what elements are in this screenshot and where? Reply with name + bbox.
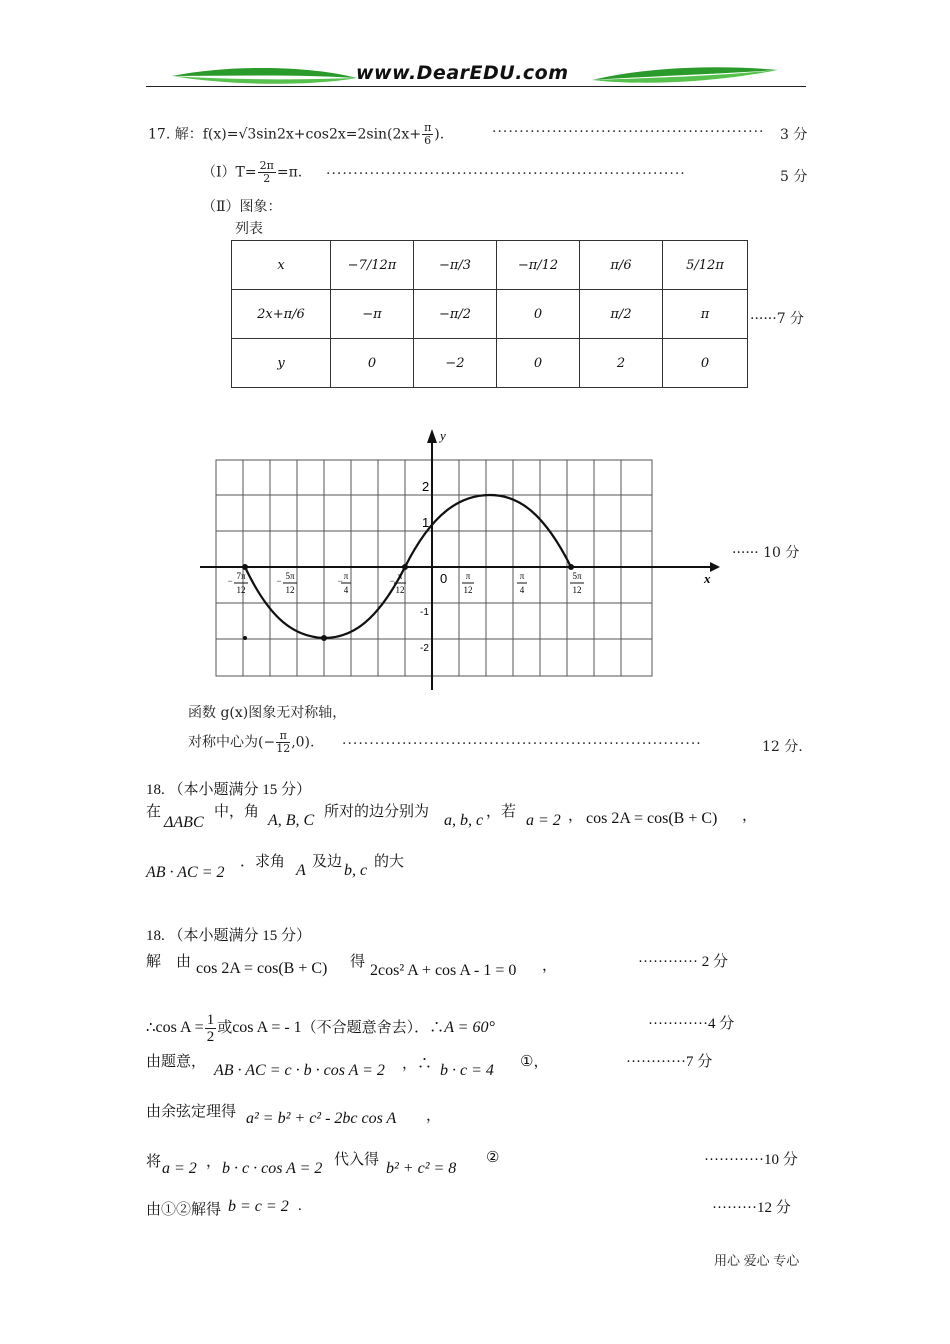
s18-l6-res: b = c = 2	[228, 1198, 289, 1215]
table-row	[232, 339, 748, 388]
center-frac	[276, 730, 290, 755]
table-cell: −π/3	[414, 241, 497, 290]
p17-part2: （Ⅱ）图象：	[202, 199, 282, 215]
frac-num: 2π	[259, 159, 274, 172]
s18-l3-a: 由题意，	[146, 1054, 207, 1070]
tick-num: π	[343, 571, 349, 581]
tick-num: 5π	[572, 571, 582, 581]
p17-head	[148, 122, 444, 147]
point	[321, 635, 327, 641]
no-symmetry-axis: 函数 g(x)图象无对称轴，	[188, 705, 347, 721]
sine-graph	[200, 425, 730, 695]
table-cell: π	[663, 290, 748, 339]
cos-A-neg: cos A = - 1	[232, 1018, 302, 1036]
table-cell: 0	[663, 339, 748, 388]
part1-end: =π.	[276, 164, 303, 181]
x-ticks	[227, 571, 584, 595]
q18-angle-A: A	[296, 862, 306, 879]
score-5: 5 分	[780, 169, 808, 185]
table-cell: π/2	[580, 290, 663, 339]
frac-den: 6	[424, 134, 432, 147]
frac-den: 2	[206, 1029, 215, 1045]
frac-num: π	[424, 121, 432, 134]
table-cell: 0	[497, 339, 580, 388]
half-frac	[205, 1012, 217, 1045]
tick-sign: −	[227, 576, 233, 586]
tick-den: 4	[343, 585, 349, 595]
part1-text: （Ⅰ）T=	[202, 164, 257, 181]
table-cell: 2x+π/6	[232, 290, 331, 339]
score-10: ······ 10 分	[732, 545, 800, 561]
s18-l6-a: 由①②解得	[146, 1202, 222, 1218]
s18-l1-a: 解 由	[146, 954, 192, 970]
s18-l4-a: 由余弦定理得	[146, 1104, 237, 1120]
q18-sides-bc: b, c	[344, 862, 368, 879]
x-tick-label	[227, 571, 248, 595]
tick-den: 12	[395, 585, 405, 595]
table-cell: π/6	[580, 241, 663, 290]
q18-dot-product: AB · AC = 2	[146, 864, 225, 881]
s18-l5-b: ，	[206, 1154, 222, 1170]
s18-title: 18. （本小题满分 15 分）	[146, 928, 312, 944]
y-tick-label: 2	[422, 479, 430, 494]
x-tick-label	[276, 571, 297, 595]
table-cell: −π	[331, 290, 414, 339]
tick-den: 12	[572, 585, 582, 595]
table-cell: −π/2	[414, 290, 497, 339]
p17-head-frac	[422, 122, 433, 147]
A-result: A = 60°	[444, 1018, 495, 1036]
point	[568, 564, 574, 570]
q18-line2-a: ．求角	[240, 854, 286, 870]
tick-den: 12	[236, 585, 246, 595]
q18-line1-d: ，若	[486, 804, 517, 820]
score-3: 3 分	[780, 127, 808, 143]
q18-a-eq: a = 2	[526, 812, 561, 829]
s18-l4-eq: a² = b² + c² - 2bc cos A	[246, 1110, 397, 1127]
list-label: 列表	[235, 221, 263, 237]
tick-den: 12	[463, 585, 473, 595]
table-row	[232, 241, 748, 290]
s18-l5-eq2: b · c · cos A = 2	[222, 1160, 323, 1177]
s18-l1-c: ，	[542, 958, 558, 974]
score-10b: ············10 分	[704, 1152, 798, 1168]
s18-l5-d: ②	[486, 1150, 500, 1166]
p17-head-text: 17. 解：f(x)=√3sin2x+cos2x=2sin(2x+	[148, 126, 422, 143]
frac-num: π	[276, 730, 290, 743]
part1-frac	[258, 160, 276, 185]
center-end: ,0).	[291, 734, 315, 751]
q18-line2-c: 的大	[374, 854, 405, 870]
frac-den: 12	[276, 742, 291, 755]
x-tick-label	[462, 571, 474, 595]
s18-l5-c: 代入得	[334, 1152, 380, 1168]
q18-line1-a: 在	[146, 804, 162, 820]
tick-num: π	[397, 571, 403, 581]
footer-slogan: 用心 爱心 专心	[714, 1253, 800, 1268]
q18-sides: a, b, c	[444, 812, 484, 829]
tick-num: π	[465, 571, 471, 581]
p17-head-end: ).	[434, 126, 445, 143]
x-tick-label	[570, 571, 584, 595]
tick-sign: −	[337, 576, 343, 586]
score-12: 12 分.	[762, 739, 803, 755]
q18-triangle: ΔABC	[164, 814, 204, 831]
cos-A: cos A =	[155, 1018, 204, 1036]
s18-l3-res: b · c = 4	[440, 1062, 494, 1079]
x-tick-label	[337, 571, 351, 595]
y-axis-label: y	[440, 428, 446, 443]
origin-label: 0	[440, 571, 448, 586]
point	[243, 636, 247, 640]
tick-num: π	[519, 571, 525, 581]
table-cell: −2	[414, 339, 497, 388]
site-url: www.DearEDU.com	[356, 62, 569, 84]
s18-l4-b: ，	[426, 1108, 442, 1124]
tick-sign: −	[276, 576, 282, 586]
s18-l5-eq1: a = 2	[162, 1160, 197, 1177]
p17-part1	[202, 160, 302, 185]
tick-den: 4	[519, 585, 525, 595]
s18-l5-res: b² + c² = 8	[386, 1160, 457, 1177]
x-axis-label: x	[704, 571, 711, 586]
therefore: ∴	[146, 1019, 156, 1036]
score-4: ············4 分	[648, 1016, 735, 1032]
s18-l3-c: ①，	[520, 1054, 549, 1070]
q18-line2-b: 及边	[312, 854, 343, 870]
point	[402, 564, 408, 570]
or: 或	[217, 1019, 233, 1036]
tick-sign: −	[389, 576, 395, 586]
q18-line1-b: 中，角	[214, 804, 260, 820]
table-cell: 5/12π	[663, 241, 748, 290]
table-cell: x	[232, 241, 331, 290]
x-tick-label	[517, 571, 527, 595]
x-axis-arrow	[710, 562, 720, 572]
score-7: ······7 分	[750, 311, 805, 327]
table-cell: −π/12	[497, 241, 580, 290]
discard-note: （不合题意舍去）．∴	[301, 1019, 445, 1036]
score-2: ············ 2 分	[638, 954, 728, 970]
q18-title: 18. （本小题满分 15 分）	[146, 782, 312, 798]
table-cell: 2	[580, 339, 663, 388]
s18-l1-res: 2cos² A + cos A - 1 = 0	[370, 962, 517, 979]
value-table	[231, 240, 748, 388]
table-cell: −7/12π	[331, 241, 414, 290]
s18-l2	[146, 1012, 495, 1045]
tick-num: 5π	[285, 571, 295, 581]
dot-leader: ··················································	[492, 124, 765, 140]
table-row	[232, 290, 748, 339]
q18-line1-f: ，	[742, 808, 758, 824]
q18-angles: A, B, C	[268, 812, 315, 829]
s18-l5-a: 将	[146, 1154, 162, 1170]
dot-leader: ··································································	[326, 166, 686, 182]
s18-l3-eq: AB · AC = c · b · cos A = 2	[214, 1062, 385, 1079]
table-cell: y	[232, 339, 331, 388]
q18-line1-c: 所对的边分别为	[324, 804, 430, 820]
y-tick-label: -2	[420, 643, 429, 654]
tick-den: 12	[285, 585, 295, 595]
score-7b: ············7 分	[626, 1054, 713, 1070]
y-axis-arrow	[427, 429, 437, 443]
center-text: 对称中心为(−	[188, 734, 276, 751]
q18-line1-e: ，	[568, 808, 584, 824]
y-tick-label: 1	[422, 515, 430, 530]
dot-leader: ··································································	[342, 736, 702, 752]
table-cell: 0	[331, 339, 414, 388]
s18-l6-b: .	[298, 1198, 302, 1214]
table-cell: 0	[497, 290, 580, 339]
point	[242, 564, 248, 570]
symmetry-center	[188, 730, 314, 755]
score-12b: ·········12 分	[712, 1200, 791, 1216]
frac-num: 1	[206, 1012, 215, 1028]
s18-l3-b: ，∴	[402, 1056, 433, 1072]
q18-cos-eq: cos 2A = cos(B + C)	[586, 810, 718, 827]
s18-l1-b: 得	[350, 954, 366, 970]
header-rule	[146, 86, 806, 87]
frac-den: 2	[263, 172, 271, 185]
s18-l1-eq: cos 2A = cos(B + C)	[196, 960, 328, 977]
tick-num: 7π	[236, 571, 246, 581]
y-tick-label: -1	[420, 607, 429, 618]
